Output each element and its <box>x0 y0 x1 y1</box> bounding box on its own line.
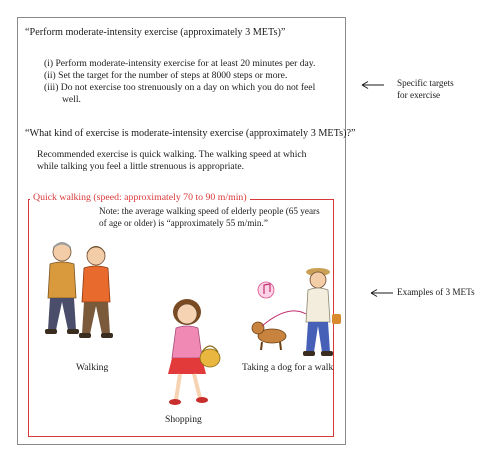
dog-walk-label: Taking a dog for a walk <box>242 362 334 373</box>
target-item-2: (ii) Set the target for the number of steps at 8000 steps or more. <box>44 70 288 81</box>
shopping-label: Shopping <box>165 414 202 425</box>
arrow-left-icon <box>360 80 386 90</box>
section2-body-line1: Recommended exercise is quick walking. The walking speed at which <box>37 149 307 160</box>
shopping-girl-illustration <box>154 296 224 408</box>
note-line2: of age or older) is “approximately 55 m/min.” <box>99 218 268 228</box>
target-item-3: (iii) Do not exercise too strenuously on a day on which you do not feel <box>44 82 316 93</box>
dog-walk-illustration <box>248 264 344 360</box>
section2-heading: “What kind of exercise is moderate-intensity exercise (approximately 3 METs)?” <box>25 128 356 139</box>
arrow-left-icon <box>369 288 395 298</box>
target-item-3-cont: well. <box>62 94 81 105</box>
specific-targets-label-line2: for exercise <box>397 90 441 100</box>
target-item-1: (i) Perform moderate-intensity exercise for at least 20 minutes per day. <box>44 58 316 69</box>
examples-of-3-mets-label: Examples of 3 METs <box>397 287 475 297</box>
section2-body-line2: while talking you feel a little strenuous is appropriate. <box>37 161 245 172</box>
walking-label: Walking <box>76 362 109 373</box>
section1-heading: “Perform moderate-intensity exercise (approximately 3 METs)” <box>25 27 286 38</box>
specific-targets-label-line1: Specific targets <box>397 78 454 88</box>
note-line1: Note: the average walking speed of elderly people (65 years <box>99 206 320 216</box>
walking-couple-illustration <box>40 240 120 350</box>
quick-walking-label: Quick walking (speed: approximately 70 to 90 m/min) <box>30 192 250 204</box>
